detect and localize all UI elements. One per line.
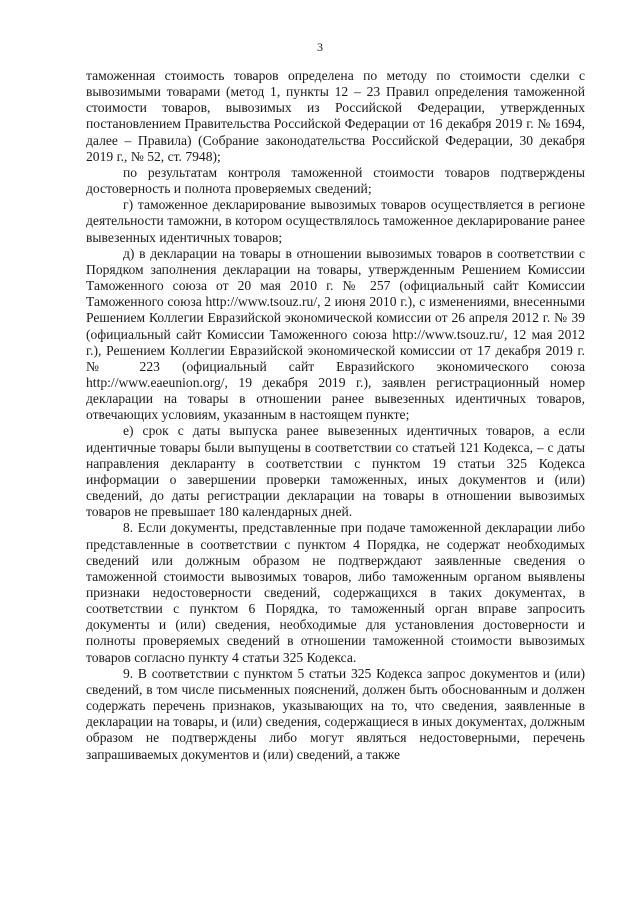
paragraph-clause-9: 9. В соответствии с пунктом 5 статьи 325 Кодекса запрос документов и (или) сведений, в том числе письменных пояснений, должен быть обоснованным и должен содержать перечень признаков, указывающих на то, что сведения, заявленные в декларации на товары, и (или) сведения, содержащиеся в иных документах, должным образом не подтверждены либо могут являться недостоверными, перечень запрашиваемых документов и (или) сведений, а также bbox=[86, 665, 585, 762]
document-body bbox=[86, 68, 585, 763]
paragraph-item-e: е) срок с даты выпуска ранее вывезенных идентичных товаров, а если идентичные товары были выпущены в соответствии со статьей 121 Кодекса, – с даты направления декларанту в соответствии с пунктом 19 статьи 325 Кодекса информации о завершении проверки таможенных, иных документов и (или) сведений, до даты регистрации декларации на товары в отношении вывозимых товаров не превышает 180 календарных дней. bbox=[86, 423, 585, 520]
paragraph-item-g: г) таможенное декларирование вывозимых товаров осуществляется в регионе деятельности таможни, в котором осуществлялось таможенное декларирование ранее вывезенных идентичных товаров; bbox=[86, 197, 585, 245]
paragraph-control-result: по результатам контроля таможенной стоимости товаров подтверждены достоверность и полнота проверяемых сведений; bbox=[86, 164, 585, 197]
paragraph-continuation: таможенная стоимость товаров определена по методу по стоимости сделки с вывозимыми товарами (метод 1, пункты 12 – 23 Правил определения таможенной стоимости товаров, вывозимых из Российской Федерации, утвержденных постановлением Правительства Российской Федерации от 16 декабря 2019 г. № 1694, далее – Правила) (Собрание законодательства Российской Федерации, 30 декабря 2019 г., № 52, ст. 7948); bbox=[86, 68, 585, 164]
paragraph-clause-8: 8. Если документы, представленные при подаче таможенной декларации либо представленные в соответствии с пунктом 4 Порядка, не содержат необходимых сведений или должным образом не подтверждают заявленные сведения о таможенной стоимости вывозимых товаров, либо таможенным органом выявлены признаки недостоверности сведений, содержащихся в таких документах, в соответствии с пунктом 6 Порядка, то таможенный орган вправе запросить документы и (или) сведения, необходимые для установления достоверности и полноты проверяемых сведений в отношении таможенной стоимости вывозимых товаров согласно пункту 4 статьи 325 Кодекса. bbox=[86, 520, 585, 665]
paragraph-item-d: д) в декларации на товары в отношении вывозимых товаров в соответствии с Порядком заполнения декларации на товары, утвержденным Решением Комиссии Таможенного союза от 20 мая 2010 г. № 257 (официальный сайт Комиссии Таможенного союза http://www.tsouz.ru/, 2 июня 2010 г.), с изменениями, внесенными Решением Коллегии Евразийской экономической комиссии от 26 апреля 2012 г. № 39 (официальный сайт Комиссии Таможенного союза http://www.tsouz.ru/, 12 мая 2012 г.), Решением Коллегии Евразийской экономической комиссии от 17 декабря 2019 г. № 223 (официальный сайт Евразийского экономического союза http://www.eaeunion.org/, 19 декабря 2019 г.), заявлен регистрационный номер декларации на товары в отношении ранее вывезенных идентичных товаров, отвечающих условиям, указанным в настоящем пункте; bbox=[86, 245, 585, 423]
page-number: 3 bbox=[317, 40, 323, 54]
